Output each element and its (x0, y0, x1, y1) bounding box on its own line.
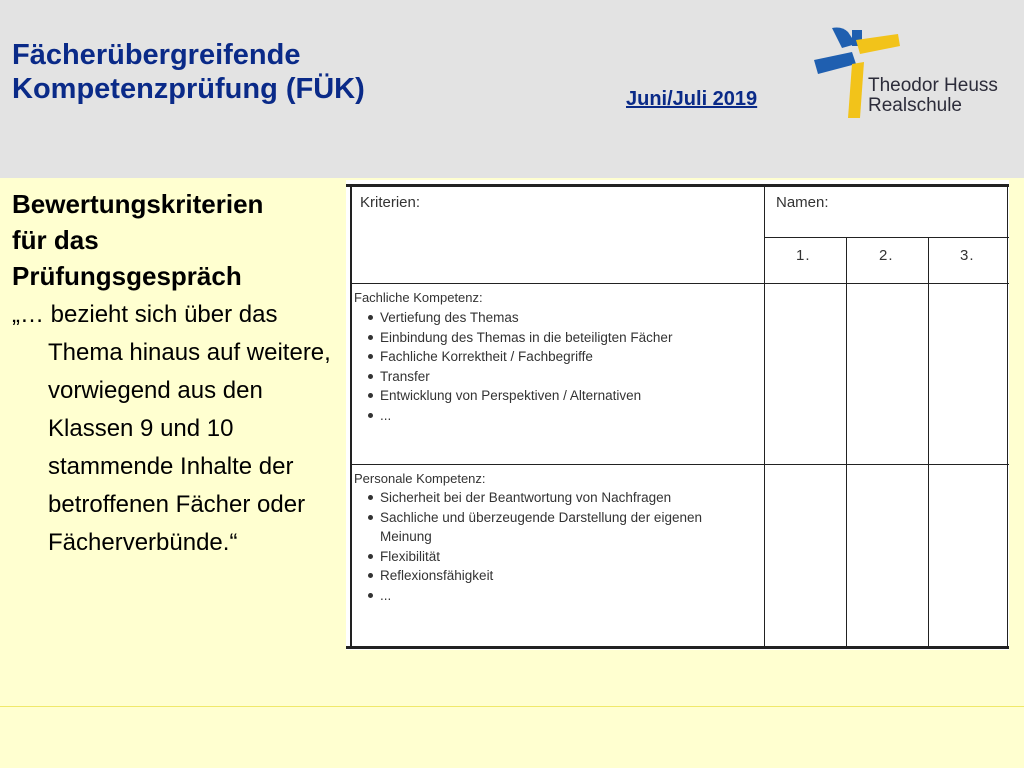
form-top-border (346, 184, 1009, 187)
list-item: Transfer (380, 367, 672, 387)
logo-line-2: Realschule (868, 95, 962, 116)
header-bar (0, 0, 1024, 178)
column-3-label: 3. (960, 247, 975, 264)
criteria-header: Kriterien: (360, 194, 421, 211)
column-divider-2 (846, 237, 847, 649)
bullet-icon (368, 573, 373, 578)
heading-line-3: Prüfungsgespräch (12, 261, 242, 291)
bullet-icon (368, 495, 373, 500)
list-item: Reflexionsfähigkeit (380, 566, 740, 586)
page-title (12, 38, 365, 106)
date-link[interactable]: Juni/Juli 2019 (626, 88, 758, 110)
form-right-border (1007, 184, 1008, 649)
personale-criteria-list (380, 488, 740, 606)
quote-text: „… bezieht sich über das Thema hinaus auf weitere, vorwiegend aus den Klassen 9 und 10 stammende Inhalte der betroffenen Fächer oder Fächerverbünde.“ (12, 301, 331, 556)
list-item: Entwicklung von Perspektiven / Alternativen (380, 386, 672, 406)
list-item: Flexibilität (380, 547, 740, 567)
heading-line-2: für das (12, 225, 99, 255)
section-heading (12, 186, 342, 294)
list-item: ... (380, 406, 672, 426)
logo-line-1: Theodor Heuss (868, 75, 998, 96)
block-divider (350, 464, 1009, 465)
names-header: Namen: (776, 194, 829, 211)
bullet-icon (368, 515, 373, 520)
column-1-label: 1. (796, 247, 811, 264)
bullet-icon (368, 554, 373, 559)
form-bottom-border (346, 646, 1009, 649)
list-item: Einbindung des Themas in die beteiligten Fächer (380, 328, 672, 348)
list-item: Sicherheit bei der Beantwortung von Nachfragen (380, 488, 740, 508)
column-2-label: 2. (879, 247, 894, 264)
left-panel (12, 186, 342, 562)
bullet-icon (368, 393, 373, 398)
list-item: Sachliche und überzeugende Darstellung der eigenen Meinung (380, 508, 710, 547)
column-divider-3 (928, 237, 929, 649)
footer-divider (0, 706, 1024, 707)
bullet-icon (368, 413, 373, 418)
heading-line-1: Bewertungskriterien (12, 189, 264, 219)
title-line-1: Fächerübergreifende (12, 39, 301, 71)
school-logo-text (868, 76, 998, 116)
block-title-fachliche: Fachliche Kompetenz: (354, 290, 483, 305)
fachliche-criteria-list (380, 308, 672, 426)
bullet-icon (368, 335, 373, 340)
criteria-form (346, 180, 1009, 650)
block-title-personale: Personale Kompetenz: (354, 471, 486, 486)
title-line-2: Kompetenzprüfung (FÜK) (12, 73, 365, 105)
criteria-column-divider (764, 184, 765, 649)
form-left-border (350, 184, 352, 649)
names-divider (764, 237, 1009, 238)
list-item: ... (380, 586, 740, 606)
bullet-icon (368, 315, 373, 320)
bullet-icon (368, 354, 373, 359)
bullet-icon (368, 374, 373, 379)
list-item: Fachliche Korrektheit / Fachbegriffe (380, 347, 672, 367)
list-item: Vertiefung des Themas (380, 308, 672, 328)
bullet-icon (368, 593, 373, 598)
header-divider (350, 283, 1009, 284)
